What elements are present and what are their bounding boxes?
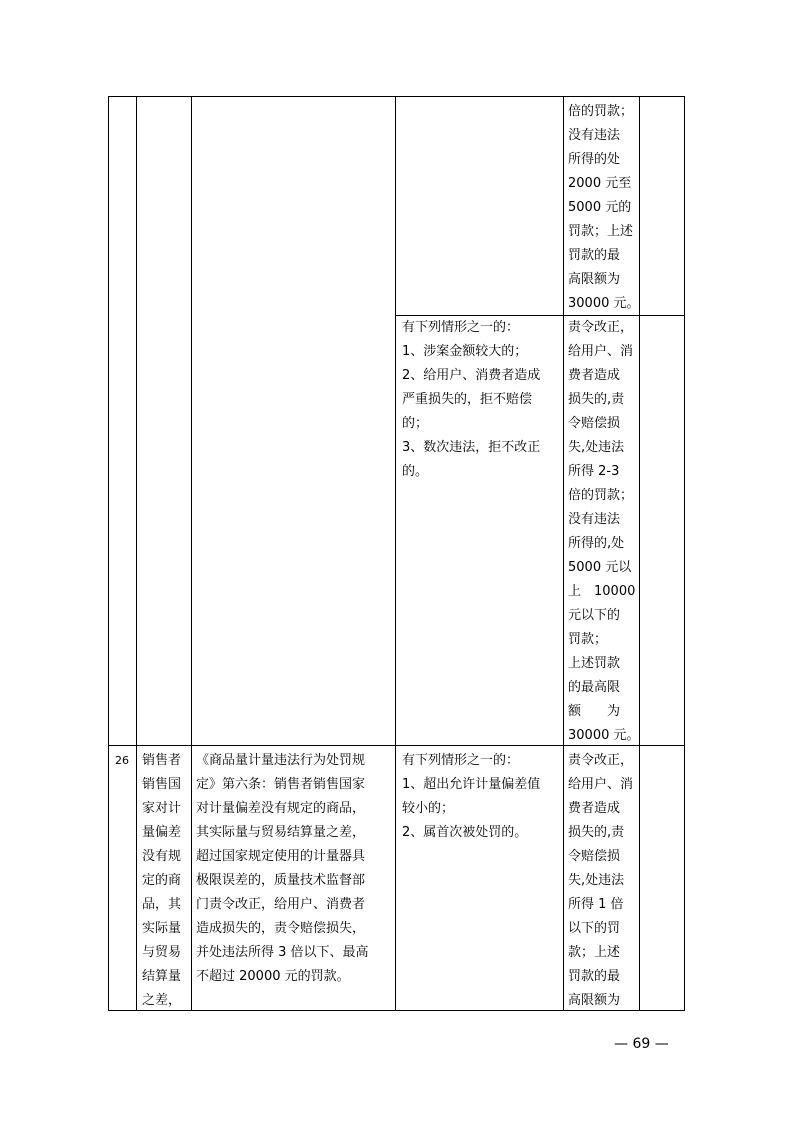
- text-line: 5000 元以: [568, 560, 632, 575]
- penalty-cell: [568, 316, 640, 748]
- text-line: 家对计: [142, 801, 182, 816]
- text-line: 责令改正，: [568, 753, 634, 768]
- table-border-top: [108, 96, 685, 97]
- text-line: 结算量: [142, 969, 182, 984]
- text-line: 之差，: [142, 993, 182, 1008]
- text-line: 严重损失的，拒不赔偿: [402, 392, 533, 407]
- text-line: 额 为: [568, 704, 621, 719]
- text-line: 实际量: [142, 921, 182, 936]
- text-line: 令赔偿损: [568, 416, 621, 431]
- table-border-left: [108, 96, 109, 1011]
- text-line: 30000 元。: [568, 296, 640, 311]
- circumstance-cell: [402, 749, 560, 845]
- penalty-cell: [568, 749, 636, 1013]
- text-line: 销售国: [142, 777, 182, 792]
- text-line: 对计量偏差没有规定的商品，: [196, 801, 366, 816]
- text-line: 没有违法: [568, 512, 621, 527]
- text-line: 损失的,责: [568, 825, 625, 840]
- text-line: 所得 1 倍: [568, 897, 624, 912]
- row-number: 26: [115, 754, 129, 767]
- circumstance-cell: [402, 316, 560, 484]
- text-line: 令赔偿损: [568, 849, 621, 864]
- text-line: 的最高限: [568, 680, 621, 695]
- text-line: 罚款的最: [568, 969, 621, 984]
- text-line: 损失的,责: [568, 392, 625, 407]
- item-cell: [142, 749, 190, 1013]
- text-line: 《商品量计量违法行为处罚规: [196, 753, 366, 768]
- text-line: 给用户、消: [568, 344, 634, 359]
- text-line: 没有规: [142, 849, 182, 864]
- text-line: 以下的罚: [568, 921, 621, 936]
- column-divider: [191, 96, 192, 1011]
- text-line: 量偏差: [142, 825, 182, 840]
- text-line: 元以下的: [568, 608, 621, 623]
- text-line: 罚款的最: [568, 248, 621, 263]
- page-number: — 69 —: [614, 1036, 669, 1052]
- text-line: 并处违法所得 3 倍以下、最高: [196, 945, 369, 960]
- column-divider: [639, 96, 640, 1011]
- text-line: 失,处违法: [568, 440, 625, 455]
- text-line: 的；: [402, 416, 429, 431]
- text-line: 倍的罚款；: [568, 104, 634, 119]
- text-line: 30000 元。: [568, 728, 640, 743]
- text-line: 销售者: [142, 753, 182, 768]
- text-line: 3、数次违法，拒不改正: [402, 440, 541, 455]
- column-divider: [395, 96, 396, 1011]
- text-line: 1、涉案金额较大的；: [402, 344, 528, 359]
- text-line: 较小的；: [402, 801, 455, 816]
- text-line: 与贸易: [142, 945, 182, 960]
- column-divider: [563, 96, 564, 1011]
- text-line: 有下列情形之一的：: [402, 753, 520, 768]
- text-line: 失,处违法: [568, 873, 625, 888]
- text-line: 罚款；: [568, 632, 608, 647]
- text-line: 定的商: [142, 873, 182, 888]
- text-line: 品，其: [142, 897, 182, 912]
- text-line: 超过国家规定使用的计量器具: [196, 849, 366, 864]
- text-line: 其实际量与贸易结算量之差，: [196, 825, 366, 840]
- text-line: 费者造成: [568, 801, 621, 816]
- text-line: 责令改正，: [568, 320, 634, 335]
- text-line: 倍的罚款；: [568, 488, 634, 503]
- continued-penalty-cell: [568, 100, 640, 316]
- text-line: 没有违法: [568, 128, 621, 143]
- text-line: 给用户、消: [568, 777, 634, 792]
- text-line: 极限误差的，质量技术监督部: [196, 873, 366, 888]
- text-line: 5000 元的: [568, 200, 632, 215]
- text-line: 高限额为: [568, 272, 621, 287]
- text-line: 罚款；上述: [568, 224, 634, 239]
- legal-basis-cell: [196, 749, 392, 989]
- table-border-right: [684, 96, 685, 1011]
- text-line: 款；上述: [568, 945, 621, 960]
- text-line: 1、超出允许计量偏差值: [402, 777, 541, 792]
- text-line: 费者造成: [568, 368, 621, 383]
- text-line: 2、给用户、消费者造成: [402, 368, 541, 383]
- text-line: 门责令改正，给用户、消费者: [196, 897, 366, 912]
- text-line: 所得 2-3: [568, 464, 620, 479]
- text-line: 所得的处: [568, 152, 621, 167]
- text-line: 所得的,处: [568, 536, 625, 551]
- text-line: 造成损失的，责令赔偿损失，: [196, 921, 366, 936]
- text-line: 不超过 20000 元的罚款。: [196, 969, 350, 984]
- text-line: 2、属首次被处罚的。: [402, 825, 528, 840]
- column-divider: [136, 96, 137, 1011]
- text-line: 的。: [402, 464, 429, 479]
- text-line: 上述罚款: [568, 656, 621, 671]
- text-line: 高限额为: [568, 993, 621, 1008]
- text-line: 有下列情形之一的：: [402, 320, 520, 335]
- text-line: 2000 元至: [568, 176, 632, 191]
- text-line: 定》第六条：销售者销售国家: [196, 777, 366, 792]
- text-line: 上 10000: [568, 584, 636, 599]
